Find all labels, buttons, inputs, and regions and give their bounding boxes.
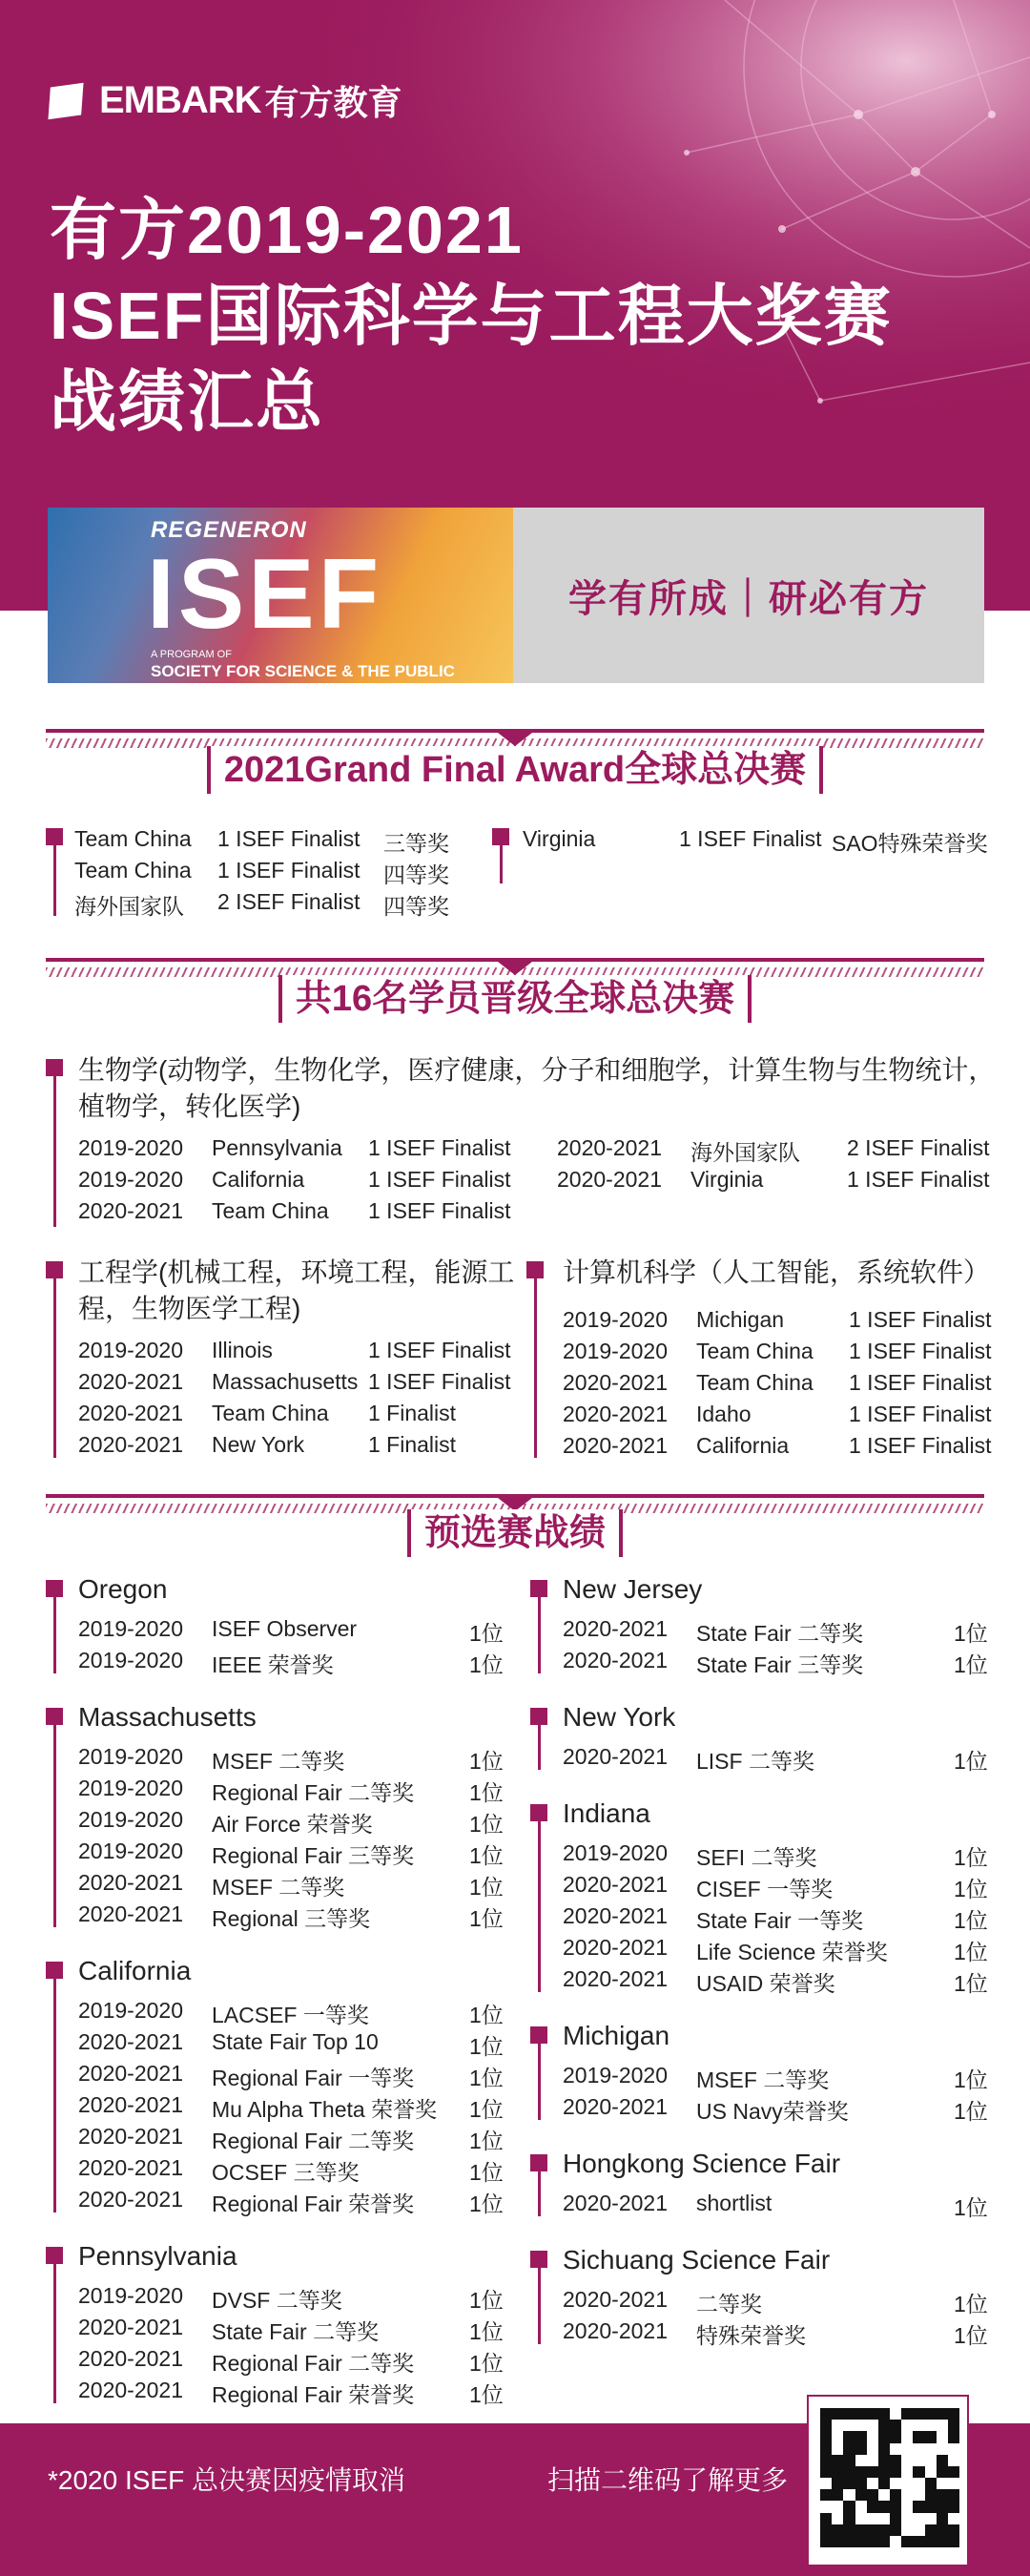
cell-count: 1位 — [469, 1843, 504, 1868]
cell-year: 2020-2021 — [563, 1872, 668, 1897]
cell-count: 1位 — [469, 2129, 504, 2153]
cs-bullet — [526, 1261, 544, 1278]
prelim-group-bullet — [46, 1962, 63, 1979]
cell-award: Regional Fair 荣誉奖 — [212, 2382, 415, 2407]
table-row — [78, 1839, 507, 1870]
prelim-group-bullet — [46, 1580, 63, 1597]
cell-year: 2020-2021 — [78, 2092, 183, 2117]
bio-heading-2: 植物学，转化医学) — [78, 1091, 301, 1121]
table-row — [563, 2094, 992, 2126]
bio-bullet — [46, 1059, 63, 1076]
cell-count: 1位 — [469, 2160, 504, 2185]
cell-year: 2020-2021 — [78, 2061, 183, 2086]
cell-count: 1位 — [469, 2003, 504, 2027]
table-row — [563, 1744, 992, 1776]
prelim-group-bullet — [46, 2247, 63, 2264]
cell-count: 1位 — [469, 1780, 504, 1805]
cell-team: Virginia — [523, 826, 596, 851]
banner-society: SOCIETY FOR SCIENCE & THE PUBLIC — [151, 662, 455, 680]
cell-year: 2019-2020 — [78, 1616, 183, 1641]
cell-count: 1位 — [954, 1621, 988, 1646]
section3-title: 预选赛战绩 — [0, 1509, 1030, 1557]
cell-award: Air Force 荣誉奖 — [212, 1812, 373, 1837]
cell-count: 1位 — [469, 2097, 504, 2122]
table-row — [78, 1198, 650, 1230]
table-row — [563, 2191, 992, 2222]
prelim-group-name: Indiana — [563, 1798, 650, 1828]
prelim-group-line — [538, 1821, 541, 1992]
cell-result: 1 ISEF Finalist — [368, 1135, 511, 1160]
prelim-group-bullet — [530, 2154, 547, 2171]
cell-award: 二等奖 — [696, 2292, 762, 2316]
cell-award: State Fair Top 10 — [212, 2029, 379, 2054]
cell-count: 1位 — [469, 2288, 504, 2313]
prelim-group-line — [538, 2044, 541, 2120]
cell-team: Pennsylvania — [212, 1135, 342, 1160]
cell-count: 1位 — [469, 2034, 504, 2059]
prelim-group-bullet — [530, 2251, 547, 2268]
cell-award: 四等奖 — [383, 862, 449, 887]
cell-team: Virginia — [690, 1167, 764, 1192]
banner-slogan: 学有所成｜研必有方 — [513, 508, 984, 683]
cell-year: 2020-2021 — [78, 2029, 183, 2054]
cell-year: 2019-2020 — [78, 2283, 183, 2308]
cell-award: State Fair 三等奖 — [696, 1652, 864, 1677]
table-row — [78, 1901, 507, 1933]
cell-count: 1位 — [954, 2323, 988, 2348]
cell-count: 1位 — [954, 2195, 988, 2220]
cell-year: 2020-2021 — [563, 2287, 668, 2312]
cell-count: 1位 — [469, 2351, 504, 2376]
cell-result: 1 ISEF Finalist — [368, 1167, 511, 1192]
cell-award: 三等奖 — [383, 831, 449, 856]
cell-result: 1 ISEF Finalist — [368, 1338, 511, 1362]
table-row — [563, 1307, 1030, 1339]
cell-award: LISF 二等奖 — [696, 1749, 814, 1774]
table-row — [78, 2315, 507, 2346]
cell-count: 1位 — [469, 2066, 504, 2090]
table-row — [78, 1616, 507, 1648]
table-row — [563, 1966, 992, 1998]
cell-year: 2019-2020 — [78, 1998, 183, 2023]
cell-count: 1位 — [469, 1621, 504, 1646]
table-row — [78, 1744, 507, 1776]
cell-award: USAID 荣誉奖 — [696, 1971, 835, 1996]
prelim-group-line — [538, 1725, 541, 1770]
section1-right-line — [500, 845, 503, 883]
prelim-group-name: Michigan — [563, 2021, 670, 2050]
eng-heading-1: 工程学(机械工程，环境工程，能源工 — [78, 1257, 515, 1287]
table-row — [78, 1776, 507, 1807]
cell-award: State Fair 二等奖 — [212, 2319, 380, 2344]
cell-year: 2020-2021 — [557, 1167, 662, 1192]
table-row — [563, 1903, 992, 1935]
cell-finalist: 1 ISEF Finalist — [679, 826, 822, 851]
cell-year: 2020-2021 — [78, 2124, 183, 2149]
cell-year: 2019-2020 — [563, 1307, 668, 1332]
cell-finalist: 1 ISEF Finalist — [217, 826, 360, 851]
cell-team: Team China — [74, 858, 192, 883]
cell-team: Team China — [74, 826, 192, 851]
prelim-group-line — [538, 1597, 541, 1673]
logo-mark-icon — [48, 82, 83, 118]
table-row — [78, 1998, 507, 2029]
cell-count: 1位 — [954, 2099, 988, 2124]
section1-right-bullet — [492, 828, 509, 845]
cell-award: Regional Fair 一等奖 — [212, 2066, 415, 2090]
table-row — [78, 2346, 507, 2378]
page-title-line2: ISEF国际科学与工程大奖赛 — [50, 279, 893, 353]
cell-award: US Navy荣誉奖 — [696, 2099, 849, 2124]
cell-year: 2020-2021 — [563, 1433, 668, 1458]
cell-year: 2019-2020 — [78, 1135, 183, 1160]
isef-logo-image — [48, 508, 513, 683]
cell-year: 2020-2021 — [78, 2378, 183, 2402]
bio-line — [53, 1076, 56, 1227]
cell-count: 1位 — [469, 1749, 504, 1774]
cell-year: 2020-2021 — [563, 1648, 668, 1672]
cell-result: 1 ISEF Finalist — [368, 1369, 511, 1394]
cell-finalist: 2 ISEF Finalist — [217, 889, 360, 914]
cell-finalist: 1 ISEF Finalist — [217, 858, 360, 883]
cell-year: 2019-2020 — [78, 1807, 183, 1832]
table-row — [74, 858, 647, 889]
prelim-group-name: Sichuang Science Fair — [563, 2245, 831, 2275]
cell-result: 1 ISEF Finalist — [849, 1433, 992, 1458]
cell-count: 1位 — [954, 1845, 988, 1870]
table-row — [78, 1648, 507, 1679]
eng-heading-2: 程，生物医学工程) — [78, 1294, 301, 1323]
table-row — [523, 826, 1030, 858]
cell-award: Regional Fair 三等奖 — [212, 1843, 415, 1868]
cell-count: 1位 — [954, 2067, 988, 2092]
cell-team: Team China — [212, 1401, 329, 1425]
cell-year: 2020-2021 — [563, 1935, 668, 1960]
cell-award: 四等奖 — [383, 894, 449, 919]
cell-award: DVSF 二等奖 — [212, 2288, 342, 2313]
cell-award: IEEE 荣誉奖 — [212, 1652, 334, 1677]
cell-count: 1位 — [469, 1652, 504, 1677]
cell-team: California — [696, 1433, 790, 1458]
cell-award: Regional Fair 二等奖 — [212, 2351, 415, 2376]
table-row — [78, 2155, 507, 2187]
eng-line — [53, 1278, 56, 1458]
prelim-group-name: Oregon — [78, 1574, 168, 1604]
section2-title: 共16名学员晋级全球总决赛 — [0, 975, 1030, 1023]
cell-award: Regional Fair 二等奖 — [212, 1780, 415, 1805]
prelim-group-line — [53, 1597, 56, 1673]
table-row — [78, 2061, 507, 2092]
qr-code-icon — [820, 2408, 959, 2547]
cell-count: 1位 — [469, 2192, 504, 2216]
cell-year: 2020-2021 — [557, 1135, 662, 1160]
cell-award: MSEF 二等奖 — [212, 1875, 345, 1900]
cell-year: 2019-2020 — [563, 1840, 668, 1865]
cell-year: 2020-2021 — [78, 1401, 183, 1425]
cs-heading: 计算机科学（人工智能，系统软件） — [563, 1257, 991, 1287]
banner-program-of: A PROGRAM OF — [151, 649, 232, 660]
prelim-group-line — [538, 2268, 541, 2344]
cell-result: 1 ISEF Finalist — [847, 1167, 990, 1192]
cell-award: State Fair 二等奖 — [696, 1621, 864, 1646]
cell-award: Regional Fair 二等奖 — [212, 2129, 415, 2153]
cell-year: 2020-2021 — [78, 1369, 183, 1394]
table-row — [78, 2187, 507, 2218]
cell-team: Massachusetts — [212, 1369, 359, 1394]
footer-cta: 扫描二维码了解更多 — [547, 2465, 789, 2495]
cell-year: 2020-2021 — [78, 2315, 183, 2339]
cell-award: shortlist — [696, 2191, 772, 2215]
cell-count: 1位 — [954, 2292, 988, 2316]
section1-divider-arrow — [498, 733, 532, 746]
cell-year: 2019-2020 — [563, 1339, 668, 1363]
cell-count: 1位 — [469, 2319, 504, 2344]
cell-team: Team China — [696, 1370, 814, 1395]
cell-year: 2020-2021 — [78, 2346, 183, 2371]
prelim-group-name: New York — [563, 1702, 676, 1732]
cell-team: 海外国家队 — [74, 894, 184, 919]
logo-text-cn: 有方教育 — [264, 83, 402, 122]
cell-result: 1 ISEF Finalist — [368, 1198, 511, 1223]
table-row — [563, 1370, 1030, 1402]
cell-count: 1位 — [954, 1749, 988, 1774]
cell-result: 1 Finalist — [368, 1401, 457, 1425]
cell-count: 1位 — [469, 1906, 504, 1931]
prelim-group-line — [538, 2171, 541, 2216]
cell-team: Team China — [212, 1198, 329, 1223]
table-row — [563, 1840, 992, 1872]
cell-award: Mu Alpha Theta 荣誉奖 — [212, 2097, 438, 2122]
table-row — [563, 1616, 992, 1648]
cell-year: 2020-2021 — [78, 1870, 183, 1895]
table-row — [563, 2318, 992, 2350]
cell-team: Illinois — [212, 1338, 273, 1362]
cell-award: CISEF 一等奖 — [696, 1877, 834, 1901]
cell-team: New York — [212, 1432, 305, 1457]
cell-count: 1位 — [954, 1971, 988, 1996]
cell-award: LACSEF 一等奖 — [212, 2003, 369, 2027]
cell-year: 2019-2020 — [78, 1167, 183, 1192]
cell-year: 2020-2021 — [563, 1616, 668, 1641]
cell-award: Regional 三等奖 — [212, 1906, 371, 1931]
cell-result: 1 Finalist — [368, 1432, 457, 1457]
prelim-group-name: Pennsylvania — [78, 2241, 237, 2271]
table-row — [78, 1870, 507, 1901]
footer-note: *2020 ISEF 总决赛因疫情取消 — [48, 2465, 405, 2495]
cell-award: MSEF 二等奖 — [696, 2067, 830, 2092]
cell-team: Idaho — [696, 1402, 752, 1426]
cell-year: 2020-2021 — [563, 2094, 668, 2119]
prelim-group-bullet — [46, 1708, 63, 1725]
cell-award: SAO特殊荣誉奖 — [832, 831, 988, 856]
prelim-group-line — [53, 1979, 56, 2212]
table-row — [78, 2378, 507, 2409]
prelim-group-name: Massachusetts — [78, 1702, 257, 1732]
cell-team: Michigan — [696, 1307, 785, 1332]
cell-result: 1 ISEF Finalist — [849, 1370, 992, 1395]
section2-divider-arrow — [498, 962, 532, 975]
cell-year: 2020-2021 — [78, 2187, 183, 2212]
table-row — [563, 1872, 992, 1903]
cell-award: MSEF 二等奖 — [212, 1749, 345, 1774]
cell-year: 2019-2020 — [78, 1648, 183, 1672]
cell-year: 2019-2020 — [78, 1839, 183, 1863]
prelim-group-bullet — [530, 1708, 547, 1725]
table-row — [563, 2287, 992, 2318]
table-row — [557, 1135, 1030, 1167]
table-row — [78, 2124, 507, 2155]
table-row — [557, 1167, 1030, 1198]
cell-year: 2020-2021 — [78, 2155, 183, 2180]
cell-award: 特殊荣誉奖 — [696, 2323, 806, 2348]
table-row — [74, 889, 647, 921]
brand-logo — [50, 76, 402, 125]
section1-left-bullet — [46, 828, 63, 845]
cell-year: 2019-2020 — [78, 1776, 183, 1800]
prelim-group-name: Hongkong Science Fair — [563, 2149, 841, 2178]
page-title-line1: 有方2019-2021 — [50, 193, 524, 267]
table-row — [563, 1648, 992, 1679]
table-row — [78, 2029, 507, 2061]
eng-bullet — [46, 1261, 63, 1278]
isef-banner — [48, 508, 984, 683]
cs-line — [534, 1278, 537, 1458]
section1-title: 2021Grand Final Award全球总决赛 — [0, 746, 1030, 794]
cell-year: 2019-2020 — [78, 1744, 183, 1769]
page-title-line3: 战绩汇总 — [50, 364, 324, 439]
cell-result: 1 ISEF Finalist — [849, 1307, 992, 1332]
prelim-group-bullet — [530, 2026, 547, 2044]
cell-year: 2019-2020 — [78, 1338, 183, 1362]
cell-year: 2020-2021 — [563, 1903, 668, 1928]
prelim-group-line — [53, 1725, 56, 1927]
cell-year: 2020-2021 — [563, 1744, 668, 1769]
cell-team: California — [212, 1167, 305, 1192]
cell-team: 海外国家队 — [690, 1140, 800, 1165]
cell-award: OCSEF 三等奖 — [212, 2160, 360, 2185]
table-row — [563, 2063, 992, 2094]
prelim-group-line — [53, 2264, 56, 2403]
cell-award: ISEF Observer — [212, 1616, 358, 1641]
cell-year: 2019-2020 — [563, 2063, 668, 2088]
banner-regeneron: REGENERON — [151, 517, 307, 543]
table-row — [563, 1339, 1030, 1370]
section1-left-line — [53, 845, 56, 916]
table-row — [563, 1433, 1030, 1465]
cell-award: Life Science 荣誉奖 — [696, 1940, 888, 1964]
cell-count: 1位 — [954, 1940, 988, 1964]
cell-count: 1位 — [954, 1908, 988, 1933]
cell-award: Regional Fair 荣誉奖 — [212, 2192, 415, 2216]
cell-year: 2020-2021 — [563, 2191, 668, 2215]
table-row — [563, 1935, 992, 1966]
cell-count: 1位 — [954, 1877, 988, 1901]
cell-count: 1位 — [469, 1875, 504, 1900]
prelim-group-bullet — [530, 1804, 547, 1821]
cell-award: SEFI 二等奖 — [696, 1845, 817, 1870]
cell-year: 2020-2021 — [78, 1901, 183, 1926]
cell-award: State Fair 一等奖 — [696, 1908, 864, 1933]
prelim-group-name: New Jersey — [563, 1574, 703, 1604]
qr-code[interactable] — [807, 2395, 969, 2566]
cell-team: Team China — [696, 1339, 814, 1363]
cell-count: 1位 — [469, 1812, 504, 1837]
table-row — [78, 1807, 507, 1839]
prelim-group-bullet — [530, 1580, 547, 1597]
cell-year: 2020-2021 — [563, 1966, 668, 1991]
cell-result: 1 ISEF Finalist — [849, 1339, 992, 1363]
cell-count: 1位 — [954, 1652, 988, 1677]
cell-year: 2020-2021 — [78, 1432, 183, 1457]
table-row — [78, 2092, 507, 2124]
cell-year: 2020-2021 — [563, 2318, 668, 2343]
bio-heading-1: 生物学(动物学，生物化学，医疗健康，分子和细胞学，计算生物与生物统计， — [78, 1055, 996, 1085]
prelim-group-name: California — [78, 1956, 192, 1985]
cell-result: 1 ISEF Finalist — [849, 1402, 992, 1426]
logo-text-en: EMBARK — [99, 79, 261, 121]
cell-year: 2020-2021 — [563, 1402, 668, 1426]
cell-result: 2 ISEF Finalist — [847, 1135, 990, 1160]
cell-year: 2020-2021 — [78, 1198, 183, 1223]
cell-year: 2020-2021 — [563, 1370, 668, 1395]
table-row — [563, 1402, 1030, 1433]
table-row — [78, 2283, 507, 2315]
banner-isef-wordmark: ISEF — [147, 539, 383, 650]
cell-count: 1位 — [469, 2382, 504, 2407]
